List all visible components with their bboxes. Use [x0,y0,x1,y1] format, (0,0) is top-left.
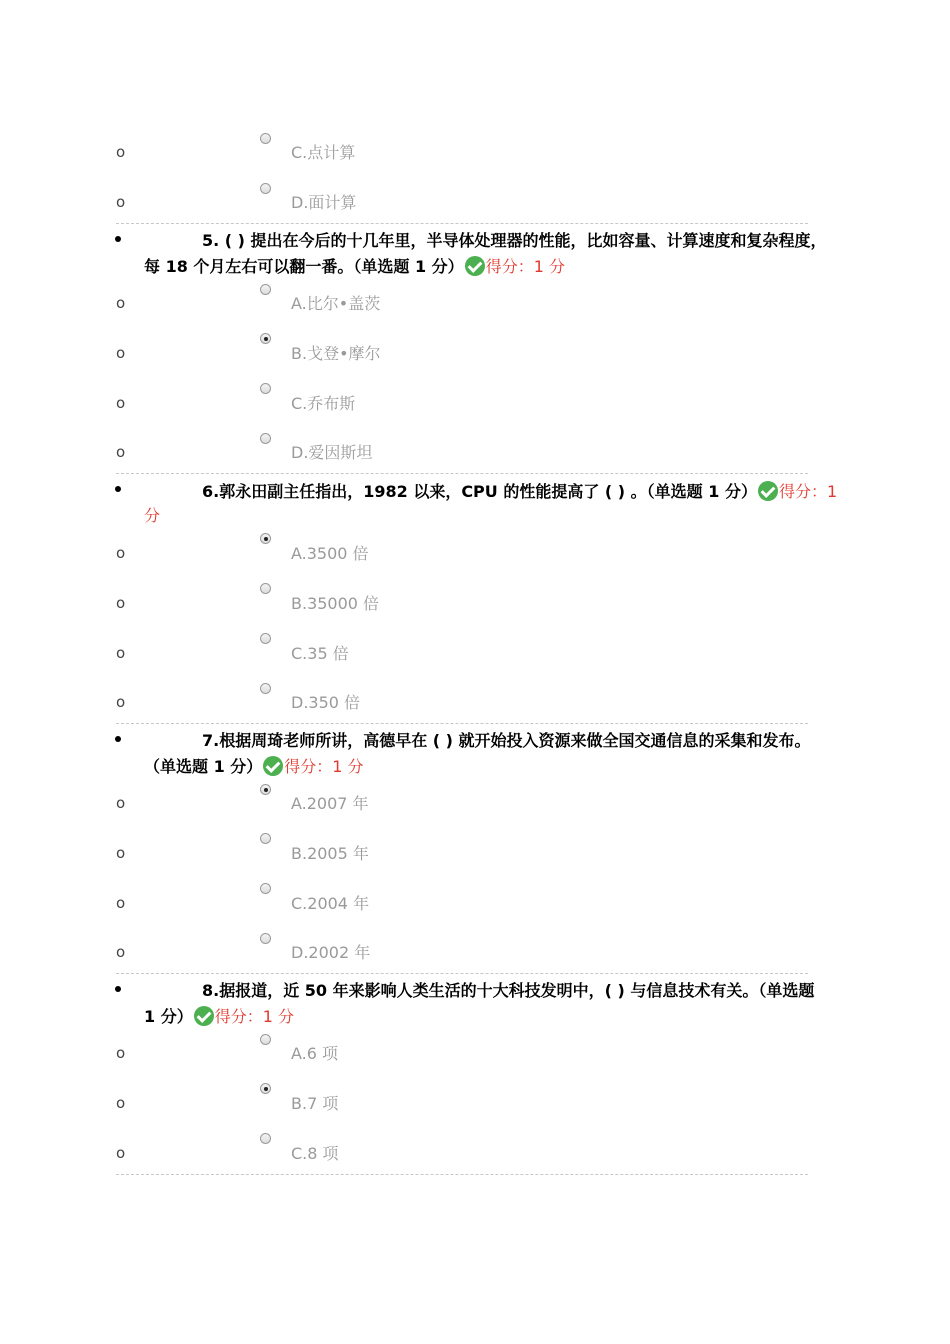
option-radio-q5-d[interactable] [260,433,271,444]
option-label-q7-a: A.2007 年 [291,794,369,813]
option-radio-q7-b[interactable] [260,833,271,844]
option-label-q5-c: C.乔布斯 [291,394,356,413]
option-radio-q4-d[interactable] [260,183,271,194]
list-marker: o [116,544,126,562]
list-marker: o [116,344,126,362]
score-label: 得分：1 分 [284,757,364,776]
question-bullet [115,986,121,992]
list-marker: o [116,1044,126,1062]
correct-check-icon [263,756,283,776]
correct-check-icon [465,256,485,276]
option-radio-q8-b-selected[interactable] [260,1083,271,1094]
list-marker: o [116,1144,126,1162]
list-marker: o [116,294,126,312]
option-label-q5-d: D.爱因斯坦 [291,443,373,462]
option-radio-q6-a-selected[interactable] [260,533,271,544]
list-marker: o [116,143,126,161]
question-7-text: 7.根据周琦老师所讲，高德早在 ( ) 就开始投入资源来做全国交通信息的采集和发布。 [202,731,811,750]
question-divider [116,723,808,724]
option-radio-q8-a[interactable] [260,1034,271,1045]
list-marker: o [116,394,126,412]
question-bullet [115,736,121,742]
question-divider [116,1174,808,1175]
question-bullet [115,236,121,242]
score-label: 得分：1 分 [214,1007,294,1026]
option-radio-q5-b-selected[interactable] [260,333,271,344]
option-label-q7-b: B.2005 年 [291,844,369,863]
list-marker: o [116,193,126,211]
score-label-continued: 分 [144,506,161,525]
option-label-q7-d: D.2002 年 [291,943,371,962]
list-marker: o [116,1094,126,1112]
option-radio-q8-c[interactable] [260,1133,271,1144]
option-radio-q7-a-selected[interactable] [260,784,271,795]
question-5-text: 5. ( ) 提出在今后的十几年里，半导体处理器的性能，比如容量、计算速度和复杂程度， [202,231,827,250]
option-radio-q7-c[interactable] [260,883,271,894]
list-marker: o [116,943,126,961]
option-label-q7-c: C.2004 年 [291,894,370,913]
list-marker: o [116,794,126,812]
option-label-q6-d: D.350 倍 [291,693,361,712]
option-label-q5-b: B.戈登•摩尔 [291,344,381,363]
question-divider [116,473,808,474]
question-divider [116,223,808,224]
option-radio-q6-d[interactable] [260,683,271,694]
option-label-q6-b: B.35000 倍 [291,594,380,613]
option-radio-q5-c[interactable] [260,383,271,394]
option-label-q8-b: B.7 项 [291,1094,339,1113]
option-radio-q6-b[interactable] [260,583,271,594]
option-label-q8-c: C.8 项 [291,1144,339,1163]
question-6-text: 6.郭永田副主任指出，1982 以来，CPU 的性能提高了 ( ) 。（单选题 1 分） 得分：1 [202,482,838,501]
correct-check-icon [194,1006,214,1026]
score-label: 得分：1 分 [485,257,565,276]
question-bullet [115,486,121,492]
list-marker: o [116,644,126,662]
list-marker: o [116,594,126,612]
option-radio-q5-a[interactable] [260,284,271,295]
question-7-text-line2: （单选题 1 分） 得分：1 分 [144,757,364,776]
list-marker: o [116,844,126,862]
question-5-text-line2: 每 18 个月左右可以翻一番。（单选题 1 分） 得分：1 分 [144,257,565,276]
option-label-q4-d: D.面计算 [291,193,357,212]
question-divider [116,973,808,974]
option-radio-q7-d[interactable] [260,933,271,944]
list-marker: o [116,693,126,711]
option-label-q6-a: A.3500 倍 [291,544,369,563]
option-label-q4-c: C.点计算 [291,143,356,162]
option-label-q5-a: A.比尔•盖茨 [291,294,381,313]
option-radio-q6-c[interactable] [260,633,271,644]
question-8-text: 8.据报道，近 50 年来影响人类生活的十大科技发明中，( ) 与信息技术有关。（单选题 [202,981,815,1000]
option-radio-q4-c[interactable] [260,133,271,144]
correct-check-icon [758,481,778,501]
list-marker: o [116,443,126,461]
question-8-text-line2: 1 分） 得分：1 分 [144,1007,294,1026]
option-label-q6-c: C.35 倍 [291,644,349,663]
score-label: 得分：1 [778,482,838,501]
option-label-q8-a: A.6 项 [291,1044,339,1063]
list-marker: o [116,894,126,912]
